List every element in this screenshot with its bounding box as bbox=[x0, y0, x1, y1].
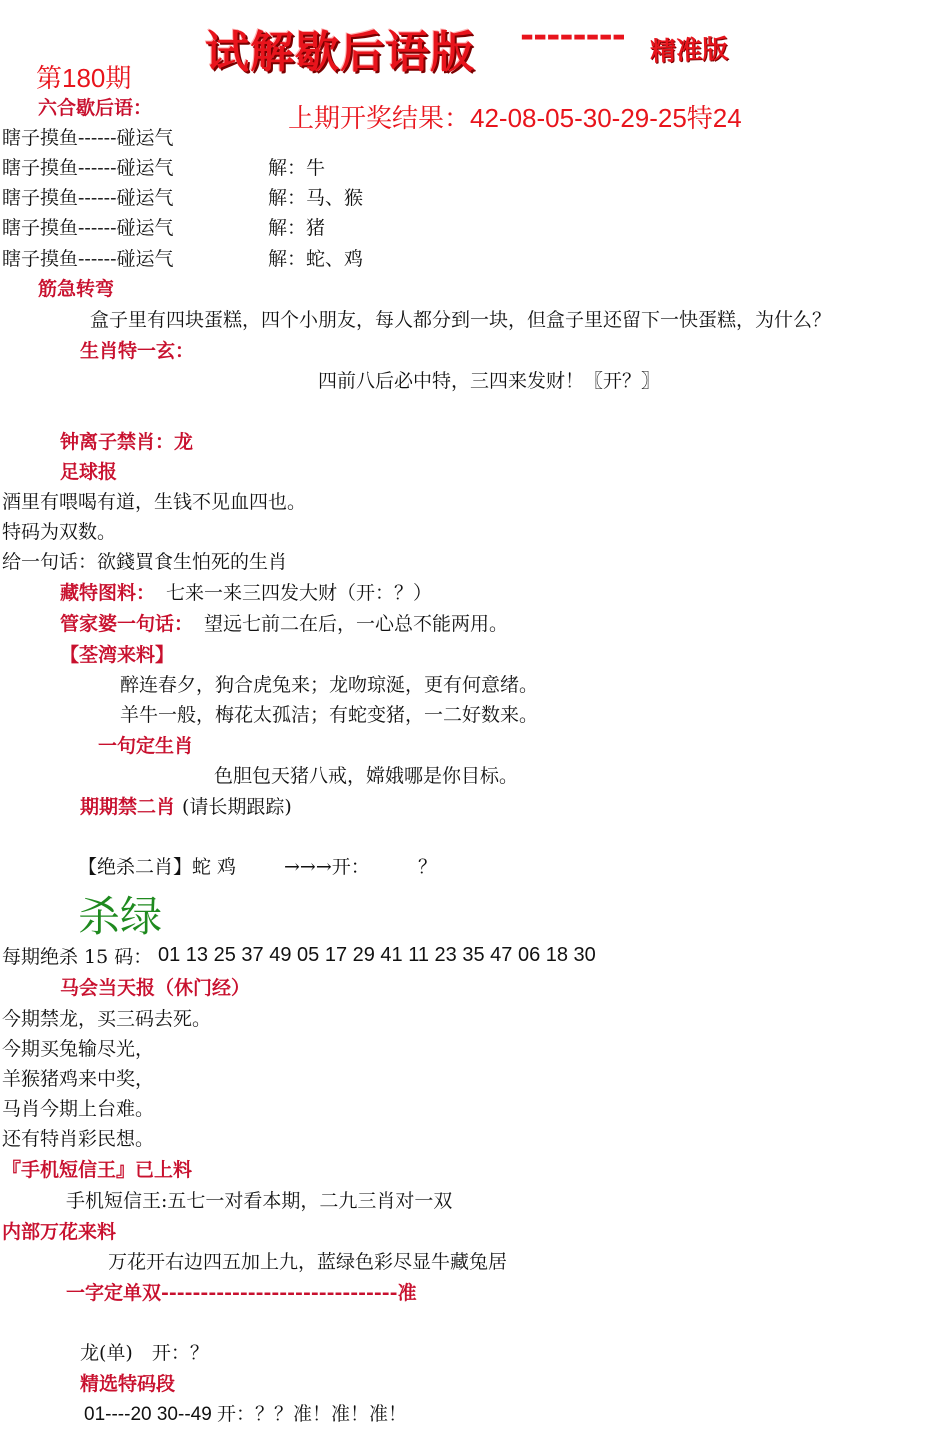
code-segment-text: 01----20 30--49 开：？？准！准！准！ bbox=[84, 1404, 408, 1425]
housekeeper-text: 望远七前二在后，一心总不能两用。 bbox=[204, 613, 509, 635]
kill-codes-list: 01 13 25 37 49 05 17 29 41 11 23 35 47 06 18 30 bbox=[158, 944, 596, 966]
horse-line-5: 还有特肖彩民想。 bbox=[2, 1128, 155, 1150]
one-sentence-heading: 一句定生肖 bbox=[98, 735, 194, 757]
quanwan-line-1: 醉连春夕，狗合虎兔来；龙吻琼涎，更有何意绪。 bbox=[120, 674, 539, 696]
brain-teaser-heading: 筋急转弯 bbox=[38, 278, 115, 300]
hidden-chart-text: 七来一来三四发大财（开：？） bbox=[166, 582, 433, 604]
horse-line-1: 今期禁龙，买三码去死。 bbox=[2, 1008, 212, 1030]
horse-heading: 马会当天报（休门经） bbox=[60, 977, 251, 999]
single-double-heading: 一字定单双------------------------------准 bbox=[66, 1282, 417, 1304]
kill-two-arrow: →→→开： bbox=[284, 856, 370, 878]
kill-green: 杀绿 bbox=[78, 892, 163, 941]
brain-teaser-text: 盒子里有四块蛋糕，四个小朋友，每人都分到一块，但盒子里还留下一快蛋糕，为什么？ bbox=[90, 309, 832, 331]
wanhua-text: 万花开右边四五加上九，蓝绿色彩尽显牛藏兔居 bbox=[108, 1251, 508, 1273]
last-result: 上期开奖结果：42-08-05-30-29-25特24 bbox=[288, 103, 742, 133]
housekeeper-label: 管家婆一句话： bbox=[60, 613, 194, 635]
period-ban-note: (请长期跟踪) bbox=[182, 796, 292, 818]
zodiac-special-heading: 生肖特一玄： bbox=[80, 340, 195, 362]
football-line-2: 特码为双数。 bbox=[2, 521, 117, 543]
zhongli-ban: 钟离子禁肖：龙 bbox=[60, 431, 194, 453]
xiehouyu-answer-3: 解：马、猴 bbox=[268, 187, 364, 209]
horse-line-4: 马肖今期上台难。 bbox=[2, 1098, 155, 1120]
football-line-3: 给一句话：欲錢買食生怕死的生肖 bbox=[2, 551, 288, 573]
title-dashes: -------- bbox=[520, 16, 625, 56]
code-segment-heading: 精选特码段 bbox=[80, 1373, 176, 1395]
wanhua-heading: 内部万花来料 bbox=[2, 1221, 117, 1243]
xiehouyu-saying-4: 瞎子摸鱼------碰运气 bbox=[2, 217, 174, 239]
zodiac-special-text: 四前八后必中特，三四来发财！〖开？〗 bbox=[318, 370, 661, 392]
sms-king-heading: 『手机短信王』已上料 bbox=[2, 1159, 193, 1181]
xiehouyu-saying-5: 瞎子摸鱼------碰运气 bbox=[2, 248, 174, 270]
page-title: 试解歇后语版 bbox=[205, 27, 475, 78]
title-tag: 精准版 bbox=[649, 34, 729, 68]
kill-two-question: ？ bbox=[418, 856, 438, 878]
period-ban-label: 期期禁二肖 bbox=[80, 796, 176, 818]
xiehouyu-answer-4: 解：猪 bbox=[268, 217, 326, 239]
xiehouyu-answer-5: 解：蛇、鸡 bbox=[268, 248, 364, 270]
sms-king-text: 手机短信王:五七一对看本期，二九三肖对一双 bbox=[66, 1190, 453, 1212]
horse-line-3: 羊猴猪鸡来中奖， bbox=[2, 1068, 155, 1090]
xiehouyu-heading: 六合歇后语： bbox=[38, 97, 153, 119]
football-heading: 足球报 bbox=[60, 461, 118, 483]
xiehouyu-answer-2: 解：牛 bbox=[268, 157, 326, 179]
single-double-text: 龙(单) 开：？ bbox=[80, 1342, 209, 1364]
quanwan-heading: 【荃湾来料】 bbox=[60, 644, 175, 666]
horse-line-2: 今期买兔输尽光， bbox=[2, 1038, 155, 1060]
kill-codes-label: 每期绝杀 15 码： bbox=[2, 946, 153, 968]
quanwan-line-2: 羊牛一般，梅花太孤洁；有蛇变猪，一二好数来。 bbox=[120, 704, 539, 726]
xiehouyu-saying-3: 瞎子摸鱼------碰运气 bbox=[2, 187, 174, 209]
issue-number: 第180期 bbox=[36, 63, 132, 93]
hidden-chart-label: 藏特图料： bbox=[60, 582, 156, 604]
xiehouyu-saying-1: 瞎子摸鱼------碰运气 bbox=[2, 127, 174, 149]
one-sentence-text: 色胆包天猪八戒，嫦娥哪是你目标。 bbox=[214, 765, 519, 787]
football-line-1: 酒里有喂喝有道，生钱不见血四也。 bbox=[2, 491, 307, 513]
xiehouyu-saying-2: 瞎子摸鱼------碰运气 bbox=[2, 157, 174, 179]
kill-two-text: 【绝杀二肖】蛇 鸡 bbox=[78, 856, 237, 878]
